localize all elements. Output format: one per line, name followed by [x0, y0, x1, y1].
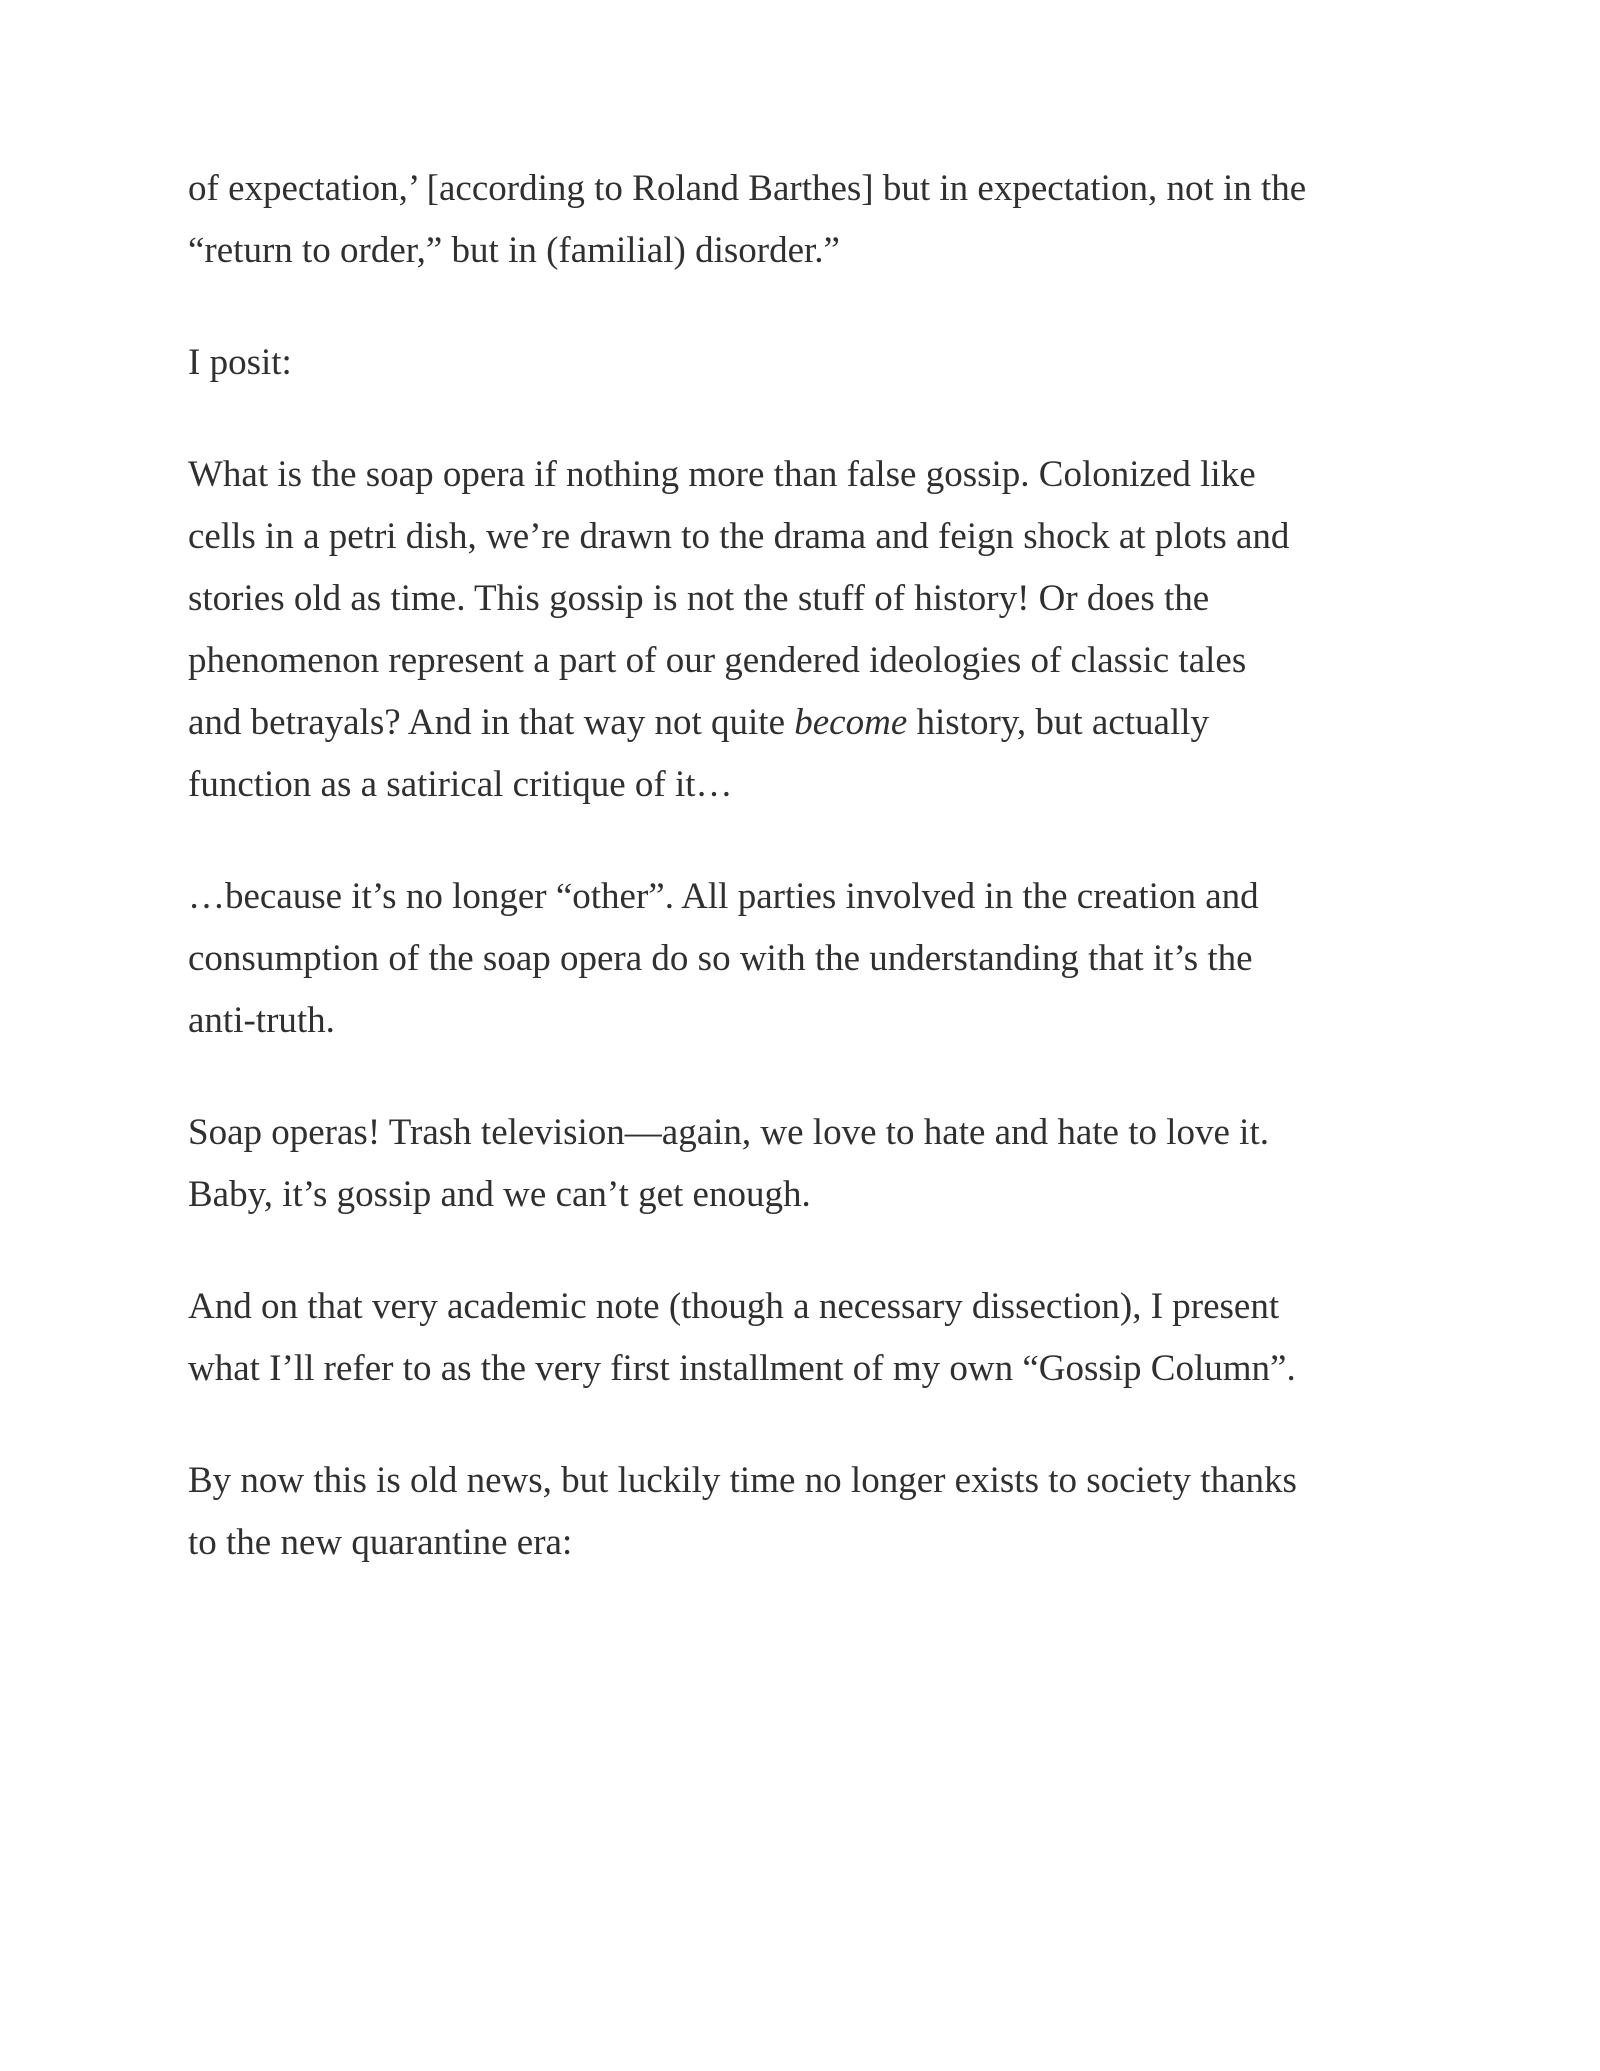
text-segment: And on that very academic note (though a necessary dissection), I present: [188, 1286, 1280, 1327]
text-segment: and betrayals? And in that way not quite: [188, 702, 795, 743]
paragraph: [188, 158, 1538, 282]
text-segment: cells in a petri dish, we’re drawn to the drama and feign shock at plots and: [188, 516, 1290, 557]
text-line: [188, 692, 1538, 754]
text-segment: What is the soap opera if nothing more than false gossip. Colonized like: [188, 454, 1256, 495]
text-line: [188, 444, 1538, 506]
text-line: [188, 332, 1538, 394]
article-body: [188, 158, 1538, 1624]
text-line: [188, 1450, 1538, 1512]
text-segment: By now this is old news, but luckily time no longer exists to society thanks: [188, 1460, 1297, 1501]
text-line: [188, 506, 1538, 568]
paragraph: [188, 1276, 1538, 1400]
text-line: [188, 1338, 1538, 1400]
italic-text: become: [794, 702, 908, 743]
text-segment: I posit:: [188, 342, 292, 383]
paragraph: [188, 444, 1538, 816]
text-line: [188, 1164, 1538, 1226]
text-segment: stories old as time. This gossip is not the stuff of history! Or does the: [188, 578, 1210, 619]
text-line: [188, 928, 1538, 990]
text-line: [188, 866, 1538, 928]
text-segment: …because it’s no longer “other”. All parties involved in the creation and: [188, 876, 1259, 917]
paragraph: [188, 1450, 1538, 1574]
paragraph: [188, 1102, 1538, 1226]
text-segment: “return to order,” but in (familial) disorder.”: [188, 230, 840, 271]
text-segment: phenomenon represent a part of our gendered ideologies of classic tales: [188, 640, 1247, 681]
text-line: [188, 1102, 1538, 1164]
text-line: [188, 630, 1538, 692]
text-line: [188, 754, 1538, 816]
text-line: [188, 158, 1538, 220]
text-line: [188, 568, 1538, 630]
text-line: [188, 1512, 1538, 1574]
text-segment: consumption of the soap opera do so with the understanding that it’s the: [188, 938, 1253, 979]
text-segment: function as a satirical critique of it…: [188, 764, 733, 805]
text-line: [188, 990, 1538, 1052]
text-segment: Soap operas! Trash television—again, we love to hate and hate to love it.: [188, 1112, 1269, 1153]
paragraph: [188, 866, 1538, 1052]
text-segment: what I’ll refer to as the very first installment of my own “Gossip Column”.: [188, 1348, 1296, 1389]
text-line: [188, 1276, 1538, 1338]
text-segment: history, but actually: [907, 702, 1210, 743]
text-line: [188, 220, 1538, 282]
paragraph: [188, 332, 1538, 394]
text-segment: of expectation,’ [according to Roland Barthes] but in expectation, not in the: [188, 168, 1307, 209]
text-segment: anti-truth.: [188, 1000, 335, 1041]
text-segment: Baby, it’s gossip and we can’t get enough.: [188, 1174, 811, 1215]
text-segment: to the new quarantine era:: [188, 1522, 573, 1563]
